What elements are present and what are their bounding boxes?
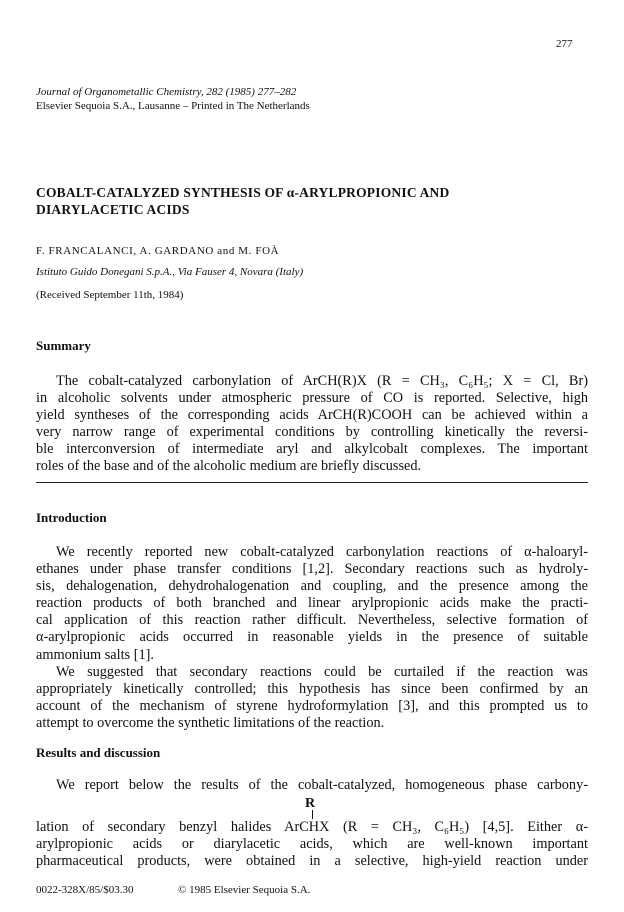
intro-line: cal application of this reaction rather difficult. Nevertheless, selective formation of [36,612,588,629]
summary-heading: Summary [36,338,91,353]
publisher-line: Elsevier Sequoia S.A., Lausanne – Printed in The Netherlands [36,100,310,112]
results-line: pharmaceutical products, were obtained in a selective, high-yield reaction under [36,853,588,870]
summary-paragraph [36,373,588,476]
results-line: We report below the results of the cobalt-catalyzed, homogeneous phase carbony- [56,777,588,793]
introduction-paragraph-2 [36,664,588,732]
article-title [36,184,596,218]
affiliation: Istituto Guido Donegani S.p.A., Via Fauser 4, Novara (Italy) [36,266,304,278]
intro-line: attempt to overcome the synthetic limitations of the reaction. [36,715,385,732]
issn-price-code: 0022-328X/85/$03.30 [36,884,134,896]
received-date: (Received September 11th, 1984) [36,289,184,301]
intro-line: ammonium salts [1]. [36,646,154,663]
summary-line: in alcoholic solvents under atmospheric pressure of CO is reported. Selective, high [36,390,588,407]
structure-bond [312,810,313,819]
intro-line: reaction products of both branched and linear arylpropionic acids make the practi- [36,595,588,612]
results-paragraph [36,819,588,870]
intro-line: account of the mechanism of styrene hydroformylation [3], and this prompted us to [36,698,588,715]
summary-line: roles of the base and of the alcoholic medium are briefly discussed. [36,458,422,475]
authors: F. FRANCALANCI, A. GARDANO and M. FOÀ [36,245,280,257]
summary-line: very narrow range of experimental conditions by controlling kinetically the reversi- [36,424,588,441]
summary-line: yield syntheses of the corresponding acids ArCH(R)COOH can be achieved within a [36,407,588,424]
section-divider [36,482,588,483]
intro-line: We recently reported new cobalt-catalyzed carbonylation reactions of α-haloaryl- [56,544,588,560]
introduction-paragraph-1 [36,544,588,664]
intro-line: α-arylpropionic acids occurred in reasonable yields in the presence of suitable [36,629,588,646]
intro-line: appropriately kinetically controlled; this hypothesis has since been confirmed by an [36,681,588,698]
page-number: 277 [556,38,573,50]
summary-line: The cobalt-catalyzed carbonylation of ArCH(R)X (R = CH₃, C₆H₅; X = Cl, Br) [56,373,588,389]
results-line: lation of secondary benzyl halides ArCHX (R = CH₃, C₆H₅) [4,5]. Either α- [36,819,588,835]
introduction-heading: Introduction [36,510,107,525]
structure-substituent-r: R [305,796,316,811]
results-line-1 [36,777,588,794]
intro-line: We suggested that secondary reactions could be curtailed if the reaction was [56,664,588,680]
summary-line: ble interconversion of intermediate aryl and alkylcobalt complexes. The important [36,441,588,458]
intro-line: sis, dehalogenation, dehydrohalogenation and coupling, and the presence among the [36,578,588,595]
results-line: arylpropionic acids or diarylacetic acids, which are well-known important [36,836,588,853]
title-line-2: DIARYLACETIC ACIDS [36,202,190,217]
title-line-1: COBALT-CATALYZED SYNTHESIS OF α-ARYLPROPIONIC AND [36,185,450,200]
results-heading: Results and discussion [36,745,161,760]
intro-line: ethanes under phase transfer conditions [1,2]. Secondary reactions such as hydroly- [36,561,588,578]
copyright-notice: © 1985 Elsevier Sequoia S.A. [178,884,311,896]
journal-citation: Journal of Organometallic Chemistry, 282 (1985) 277–282 [36,86,297,98]
